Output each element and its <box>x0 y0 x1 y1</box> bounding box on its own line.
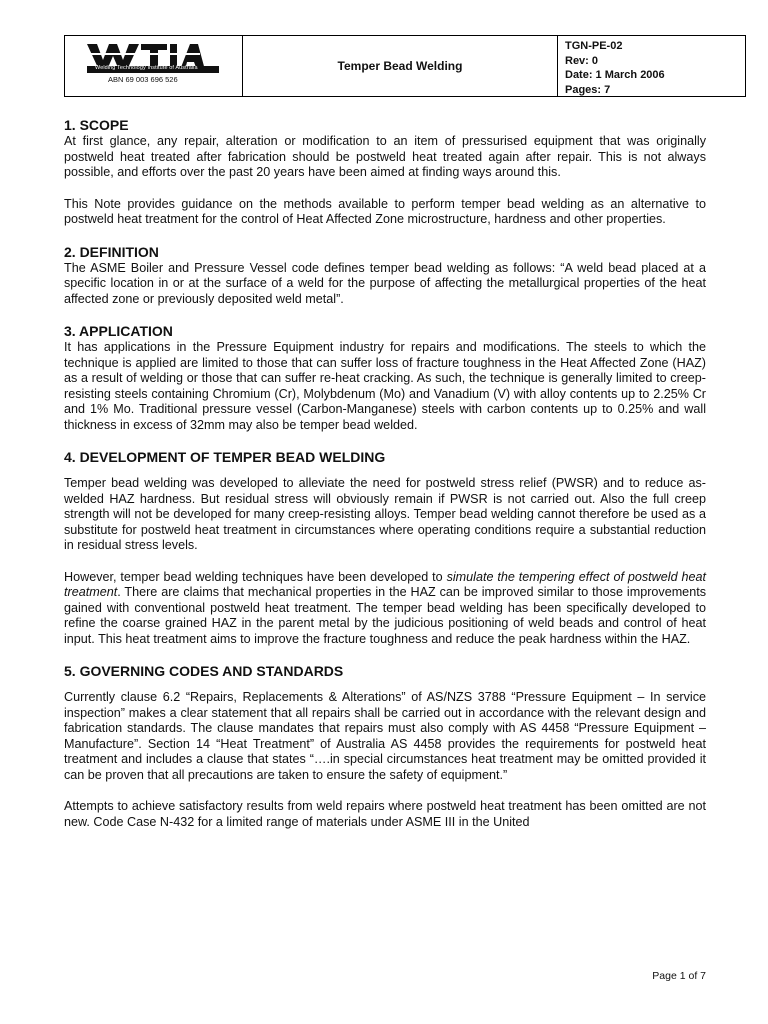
development-heading: 4. DEVELOPMENT OF TEMPER BEAD WELDING <box>64 449 386 465</box>
definition-paragraph: The ASME Boiler and Pressure Vessel code defines temper bead welding as follows: “A weld bead placed at a specific location in or at the surface of a weld for the purpose of affecting the metallurgical properties of the heat affected zone or previously deposited weld metal”. <box>64 260 706 306</box>
application-heading: 3. APPLICATION <box>64 323 173 339</box>
document-body <box>64 117 706 830</box>
emphasis-text: simulate the tempering effect of postweld heat treatment <box>64 569 706 599</box>
definition-heading: 2. DEFINITION <box>64 243 159 260</box>
development-paragraph-1: Temper bead welding was developed to alleviate the need for postweld stress relief (PWSR) and to reduce as-welded HAZ hardness. But residual stress will obviously remain if PWSR is not carried out. Also the full creep strength will not be developed for many creep-resisting alloys. Temper bead welding cannot therefore be used as a substitute for postweld heat treatment in circumstances where operating conditions require a substantial reduction in residual stress levels. <box>64 476 706 552</box>
document-meta <box>558 36 745 96</box>
logo-cell <box>65 36 243 96</box>
page-number: Page 1 of 7 <box>652 970 706 982</box>
abn-number: ABN 69 003 696 526 <box>108 75 178 84</box>
page-count: Pages: 7 <box>565 83 611 96</box>
codes-heading: 5. GOVERNING CODES AND STANDARDS <box>64 663 344 679</box>
scope-heading: 1. SCOPE <box>64 117 129 133</box>
codes-paragraph-1: Currently clause 6.2 “Repairs, Replacements & Alterations” of AS/NZS 3788 “Pressure Equipment – In service inspection” makes a clear statement that all repairs shall be carried out in accordance with the relevant design and fabrication standards. The clause mandates that repairs must also comply with AS 4458 “Pressure Equipment – Manufacture”. Section 14 “Heat Treatment” of Australia AS 4458 provides the requirements for postweld heat treatment and includes a clause that states “….in special circumstances heat treatment may be omitted provided it can be proven that all precautions are taken to ensure the safety of equipment.” <box>64 690 706 782</box>
scope-paragraph-2: This Note provides guidance on the methods available to perform temper bead welding as an alternative to postweld heat treatment for the control of Heat Affected Zone microstructure, hardness and other properties. <box>64 196 706 226</box>
doc-id: TGN-PE-02 <box>565 40 623 52</box>
scope-paragraph-1: At first glance, any repair, alteration or modification to an item of pressurised equipment that was originally postweld heat treated after fabrication should be postweld heat treated again after repair. This is not always possible, and efforts over the past 20 years have been aimed at finding ways around this. <box>64 134 706 179</box>
document-header <box>64 35 746 97</box>
revision: Rev: 0 <box>565 54 599 67</box>
date: Date: 1 March 2006 <box>565 69 665 81</box>
application-paragraph: It has applications in the Pressure Equipment industry for repairs and modifications. The steels to which the technique is applied are limited to those that can suffer loss of fracture toughness in the Heat Affected Zone (HAZ) as a result of welding or those that can suffer re-heat cracking. As such, the technique is generally limited to creep-resisting steels containing Chromium (Cr), Molybdenum (Mo) and Vanadium (V) with alloy contents up to 2.25% Cr and 1% Mo. Traditional pressure vessel (Carbon-Manganese) steels with carbon contents up to 0.25% and wall thickness in excess of 32mm may also be temper bead welded. <box>64 340 706 432</box>
development-paragraph-2: However, temper bead welding techniques have been developed to simulate the tempering effect of postweld heat treatment. There are claims that mechanical properties in the HAZ can be improved similar to those improvements gained with conventional postweld heat treatment. The temper bead welding has been specifically developed to refine the coarse grained HAZ in the parent metal by the judicious positioning of weld beads and control of heat input. This heat treatment aims to improve the fracture toughness and reduce the peak hardness within the HAZ. <box>64 569 706 646</box>
logo-band-text: Welding Technology Institute of Australia <box>95 65 198 71</box>
document-title: Temper Bead Welding <box>243 36 558 96</box>
codes-paragraph-2: Attempts to achieve satisfactory results from weld repairs where postweld heat treatment has been omitted are not new. Code Case N-432 for a limited range of materials under ASME III in the United <box>64 799 706 829</box>
